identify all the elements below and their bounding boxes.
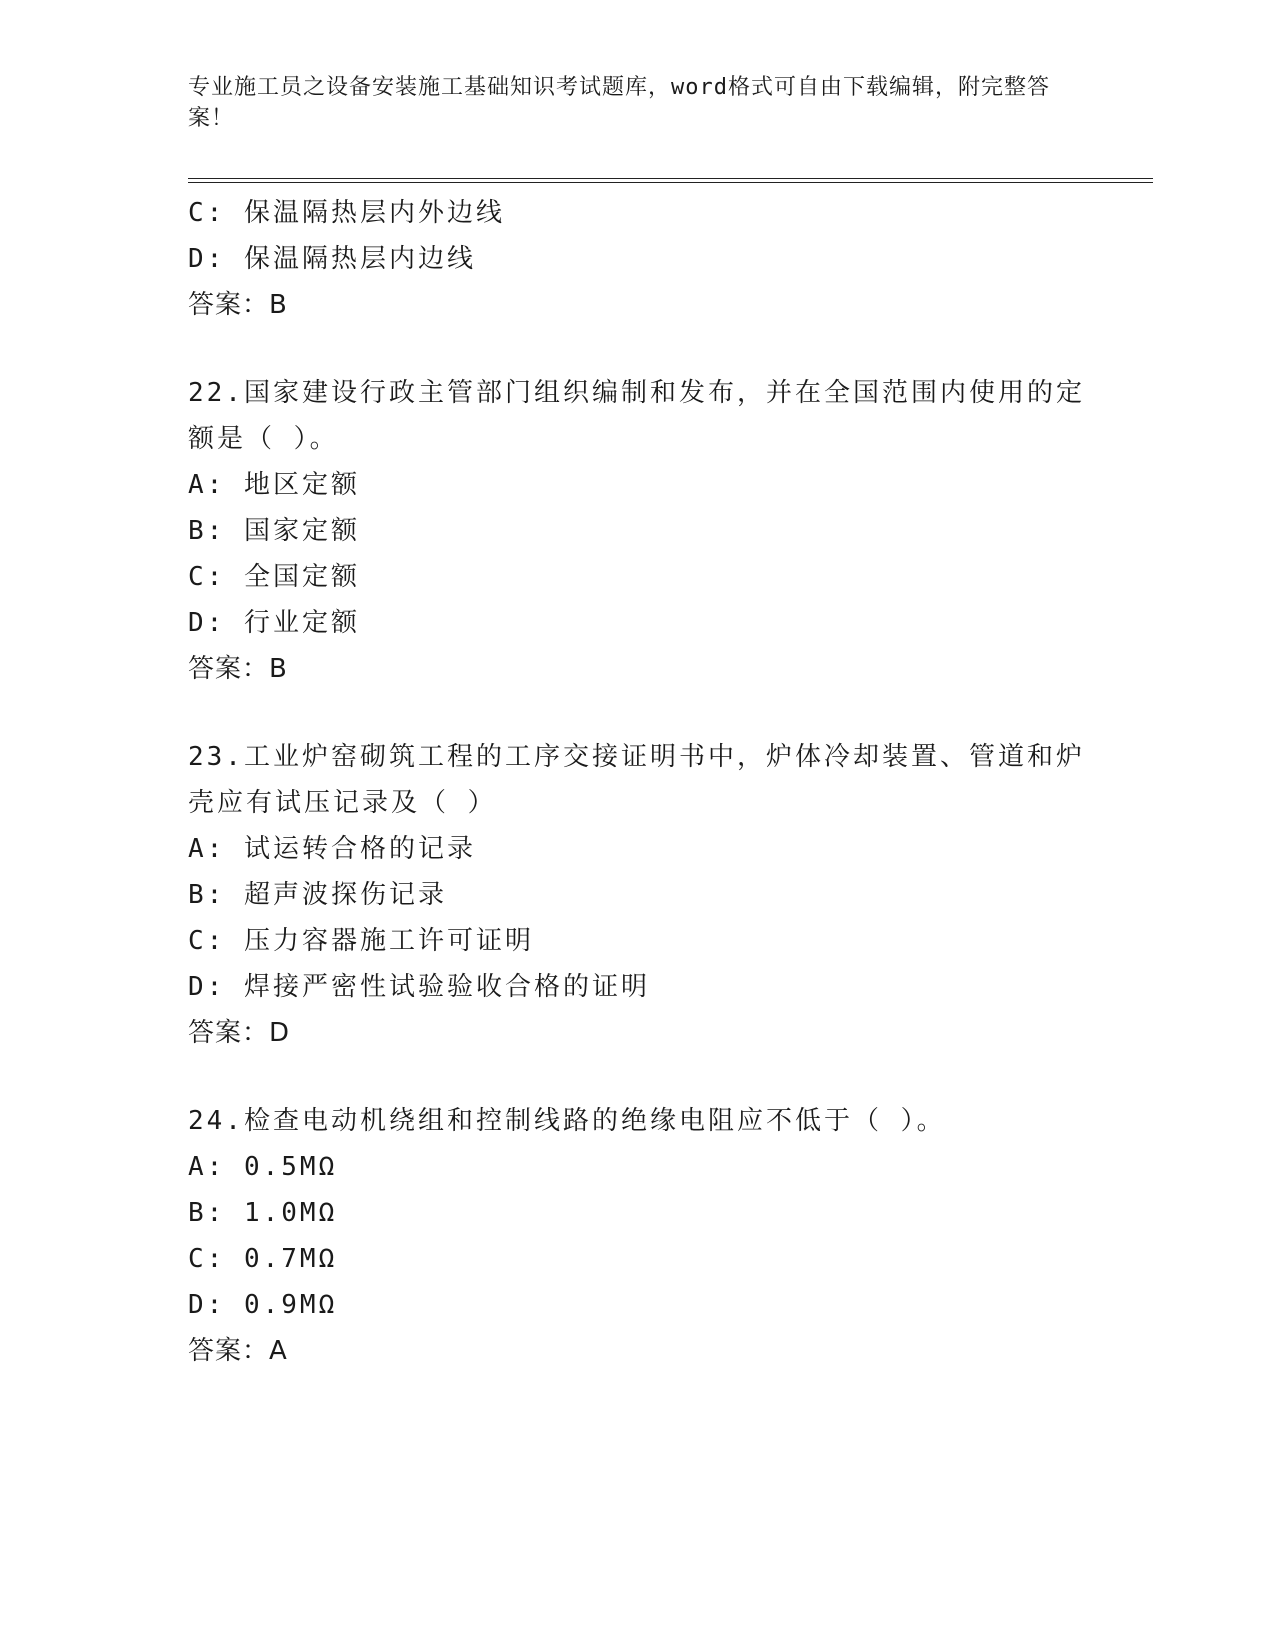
question-23 <box>188 734 1088 1056</box>
question-list <box>188 190 1088 1374</box>
option-a: A: 0.5MΩ <box>188 1152 338 1182</box>
question-22 <box>188 370 1088 692</box>
document-header: 专业施工员之设备安装施工基础知识考试题库，word格式可自由下载编辑，附完整答案！ <box>188 75 1050 131</box>
question-24 <box>188 1098 1088 1374</box>
option-c: C: 全国定额 <box>188 562 360 592</box>
question-text: 23.工业炉窑砌筑工程的工序交接证明书中，炉体冷却装置、管道和炉壳应有试压记录及（ ） <box>188 742 1085 818</box>
option-b: B: 超声波探伤记录 <box>188 880 447 910</box>
answer: 答案：B <box>188 290 288 320</box>
option-c: C: 0.7MΩ <box>188 1244 338 1274</box>
option-d: D: 行业定额 <box>188 608 360 638</box>
answer: 答案：B <box>188 654 288 684</box>
answer: 答案：A <box>188 1336 288 1366</box>
option-c: C: 压力容器施工许可证明 <box>188 926 534 956</box>
option-d: D: 保温隔热层内边线 <box>188 244 476 274</box>
header-divider-bottom <box>188 182 1153 183</box>
option-b: B: 国家定额 <box>188 516 360 546</box>
option-b: B: 1.0MΩ <box>188 1198 338 1228</box>
answer: 答案：D <box>188 1018 291 1048</box>
question-21-partial <box>188 190 1088 328</box>
question-text: 22.国家建设行政主管部门组织编制和发布，并在全国范围内使用的定额是（ ）。 <box>188 378 1085 454</box>
header-divider-top <box>188 178 1153 179</box>
option-d: D: 焊接严密性试验验收合格的证明 <box>188 972 650 1002</box>
option-c: C: 保温隔热层内外边线 <box>188 198 505 228</box>
option-a: A: 地区定额 <box>188 470 360 500</box>
option-a: A: 试运转合格的记录 <box>188 834 476 864</box>
option-d: D: 0.9MΩ <box>188 1290 338 1320</box>
question-text: 24.检查电动机绕组和控制线路的绝缘电阻应不低于（ ）。 <box>188 1106 946 1136</box>
